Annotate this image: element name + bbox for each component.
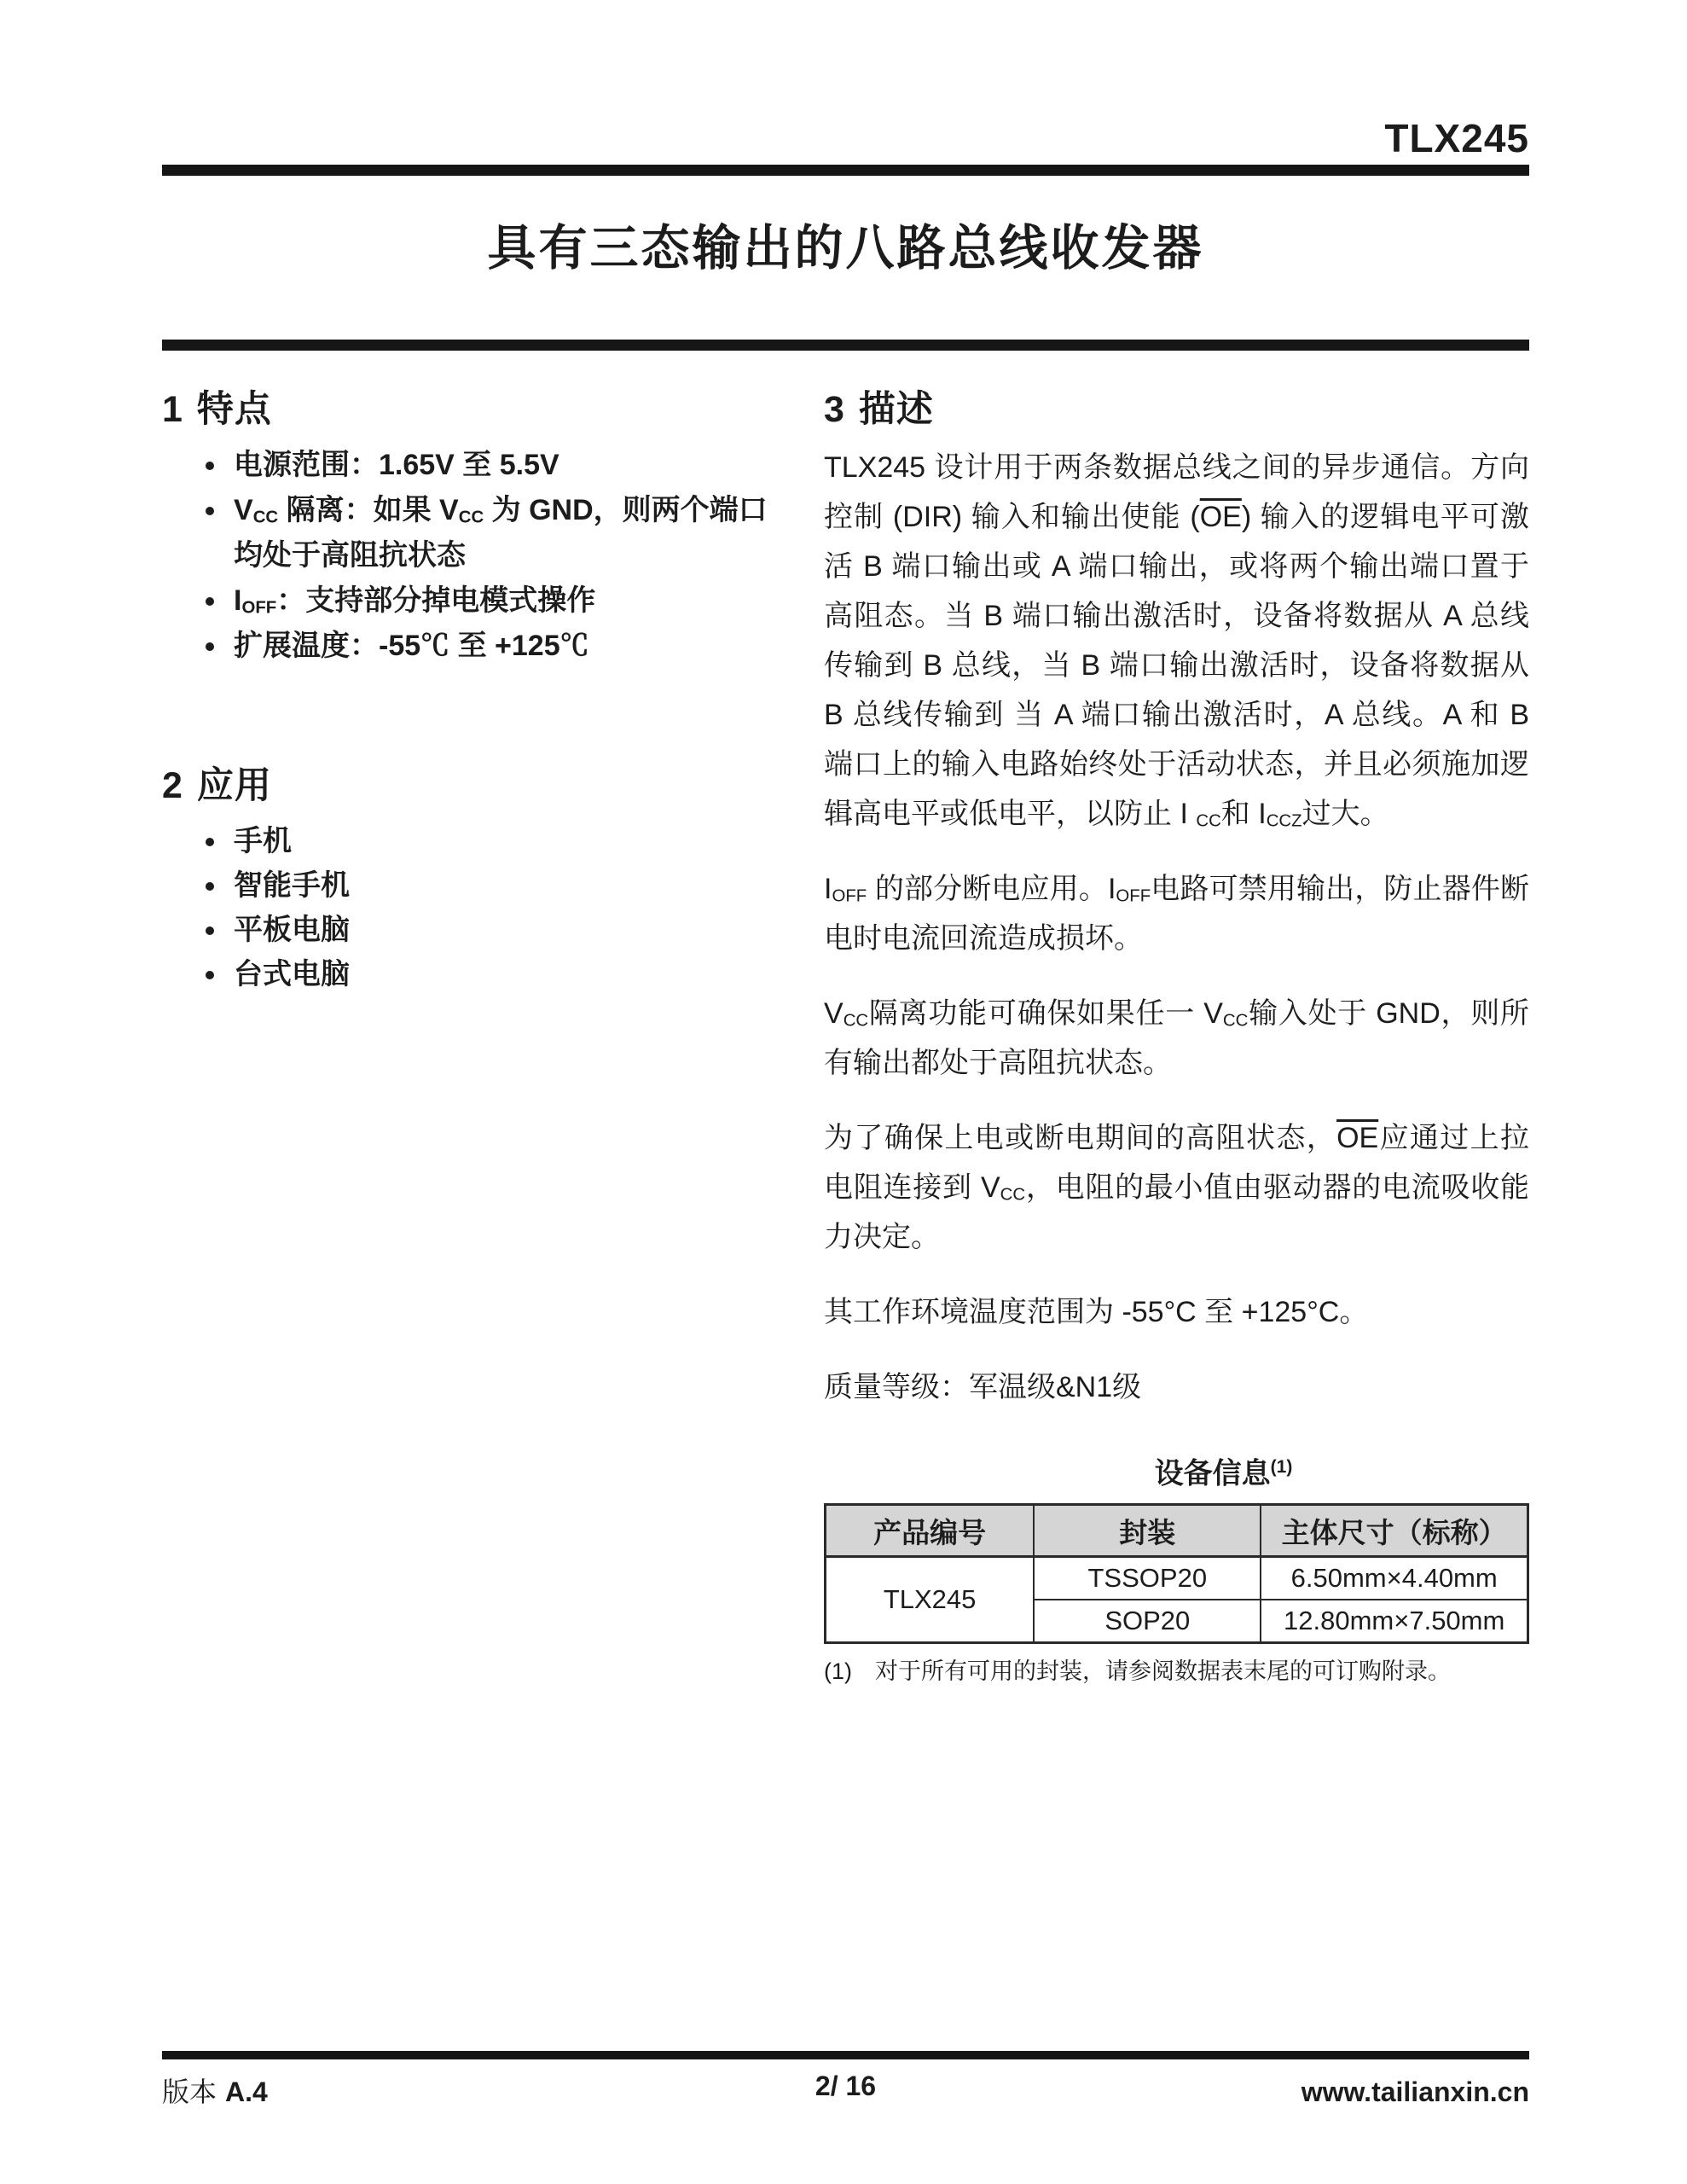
application-item-phone: • 手机 — [229, 819, 772, 863]
footer-rule — [162, 2051, 1529, 2059]
feature-item-vcc-isolation: • $V_{CC}$ 隔离：如果 $V_{CC}$ 为 GND，则两个端口均处于高阻抗状态 — [229, 488, 772, 578]
description-paragraph: TLX245 设计用于两条数据总线之间的异步通信。方向控制 (DIR) 输入和输出使能 $(\overline{OE})$ 输入的逻辑电平可激活 B 端口输出或 A 端口输出，或将两个输出端口置于高阻态。当 B 端口输出激活时，设备将数据从 A 总线传输到 B 总线，当 B 端口输出激活时，设备将数据从 B 总线传输到 当 A 端口输出激活时，A 总线。A 和 B 端口上的输入电路始终处于活动状态，并且必须施加逻辑高电平或低电平，以防止 I $_{CC}$和 $I_{CCZ}$过大。 — [824, 451, 1529, 831]
title-rule — [162, 340, 1529, 351]
device-info-caption-text: 设备信息 — [1154, 1457, 1271, 1490]
cell-body-size: 6.50mm×4.40mm — [1261, 1557, 1528, 1600]
page-header — [162, 0, 1529, 351]
description-paragraph: 其工作环境温度范围为 -55°C 至 +125°C。 — [824, 1296, 1369, 1328]
part-number: TLX245 — [1384, 116, 1529, 160]
description-paragraph: 质量等级：军温级&N1级 — [824, 1371, 1142, 1403]
application-item-tablet: • 平板电脑 — [229, 908, 772, 952]
footnote-text: 对于所有可用的封装，请参阅数据表末尾的可订购附录。 — [875, 1658, 1451, 1685]
feature-item-supply-range: • 电源范围：1.65V 至 5.5V — [229, 443, 772, 488]
right-column — [824, 388, 1529, 1687]
footer-version-label: 版本 — [162, 2077, 217, 2107]
section-label: 描述 — [858, 389, 934, 430]
cell-part-number: TLX245 — [826, 1557, 1035, 1643]
application-item-desktop: • 台式电脑 — [229, 952, 772, 996]
application-list — [162, 819, 772, 996]
cell-package: TSSOP20 — [1034, 1557, 1261, 1600]
application-item-smartphone: • 智能手机 — [229, 863, 772, 908]
section-heading-applications — [162, 764, 772, 807]
description-paragraph: $V_{CC}$隔离功能可确保如果任一 $V_{CC}$输入处于 GND，则所有输出都处于高阻抗状态。 — [824, 997, 1530, 1079]
column-header-part-number: 产品编号 — [826, 1505, 1035, 1557]
column-header-body-size: 主体尺寸（标称） — [1261, 1505, 1528, 1557]
section-label: 特点 — [196, 389, 272, 430]
feature-list — [162, 443, 772, 669]
cell-package: SOP20 — [1034, 1600, 1261, 1643]
page-footer — [162, 2051, 1529, 2110]
footnote-marker: (1) — [824, 1658, 852, 1685]
section-number: 1 — [162, 389, 183, 430]
section-heading-features — [162, 388, 772, 431]
two-column-body — [162, 388, 1529, 1687]
table-footnote — [824, 1656, 1529, 1687]
description-paragraph: $I_{OFF}$ 的部分断电应用。$I_{OFF}$电路可禁用输出，防止器件断电时电流回流造成损坏。 — [824, 873, 1529, 955]
table-header-row — [826, 1505, 1528, 1557]
cell-body-size: 12.80mm×7.50mm — [1261, 1600, 1528, 1643]
section-number: 3 — [824, 389, 845, 430]
footer-version — [162, 2071, 268, 2110]
footer-version-value: A.4 — [225, 2077, 268, 2107]
left-column — [162, 388, 772, 1687]
device-info-caption-footnote-ref: (1) — [1270, 1457, 1293, 1477]
header-rule — [162, 165, 1529, 176]
footer-page-indicator: 2/ 16 — [815, 2071, 877, 2101]
device-info-block — [824, 1448, 1529, 1687]
column-header-package: 封装 — [1034, 1505, 1261, 1557]
section-label: 应用 — [196, 765, 272, 806]
device-info-table — [824, 1503, 1529, 1644]
page-title: 具有三态输出的八路总线收发器 — [487, 222, 1204, 276]
feature-item-ioff: • $I_{OFF}$：支持部分掉电模式操作 — [229, 578, 772, 624]
description-paragraph: 为了确保上电或断电期间的高阻状态，$\overline{OE}$应通过上拉电阻连接到 $V_{CC}$，电阻的最小值由驱动器的电流吸收能力决定。 — [824, 1122, 1530, 1253]
feature-item-temperature: • 扩展温度：-55℃ 至 +125℃ — [229, 624, 772, 669]
table-row — [826, 1557, 1528, 1600]
section-heading-description — [824, 388, 1529, 431]
footer-website: www.tailianxin.cn — [1301, 2077, 1529, 2107]
section-number: 2 — [162, 765, 183, 806]
device-info-caption — [871, 1448, 1576, 1493]
